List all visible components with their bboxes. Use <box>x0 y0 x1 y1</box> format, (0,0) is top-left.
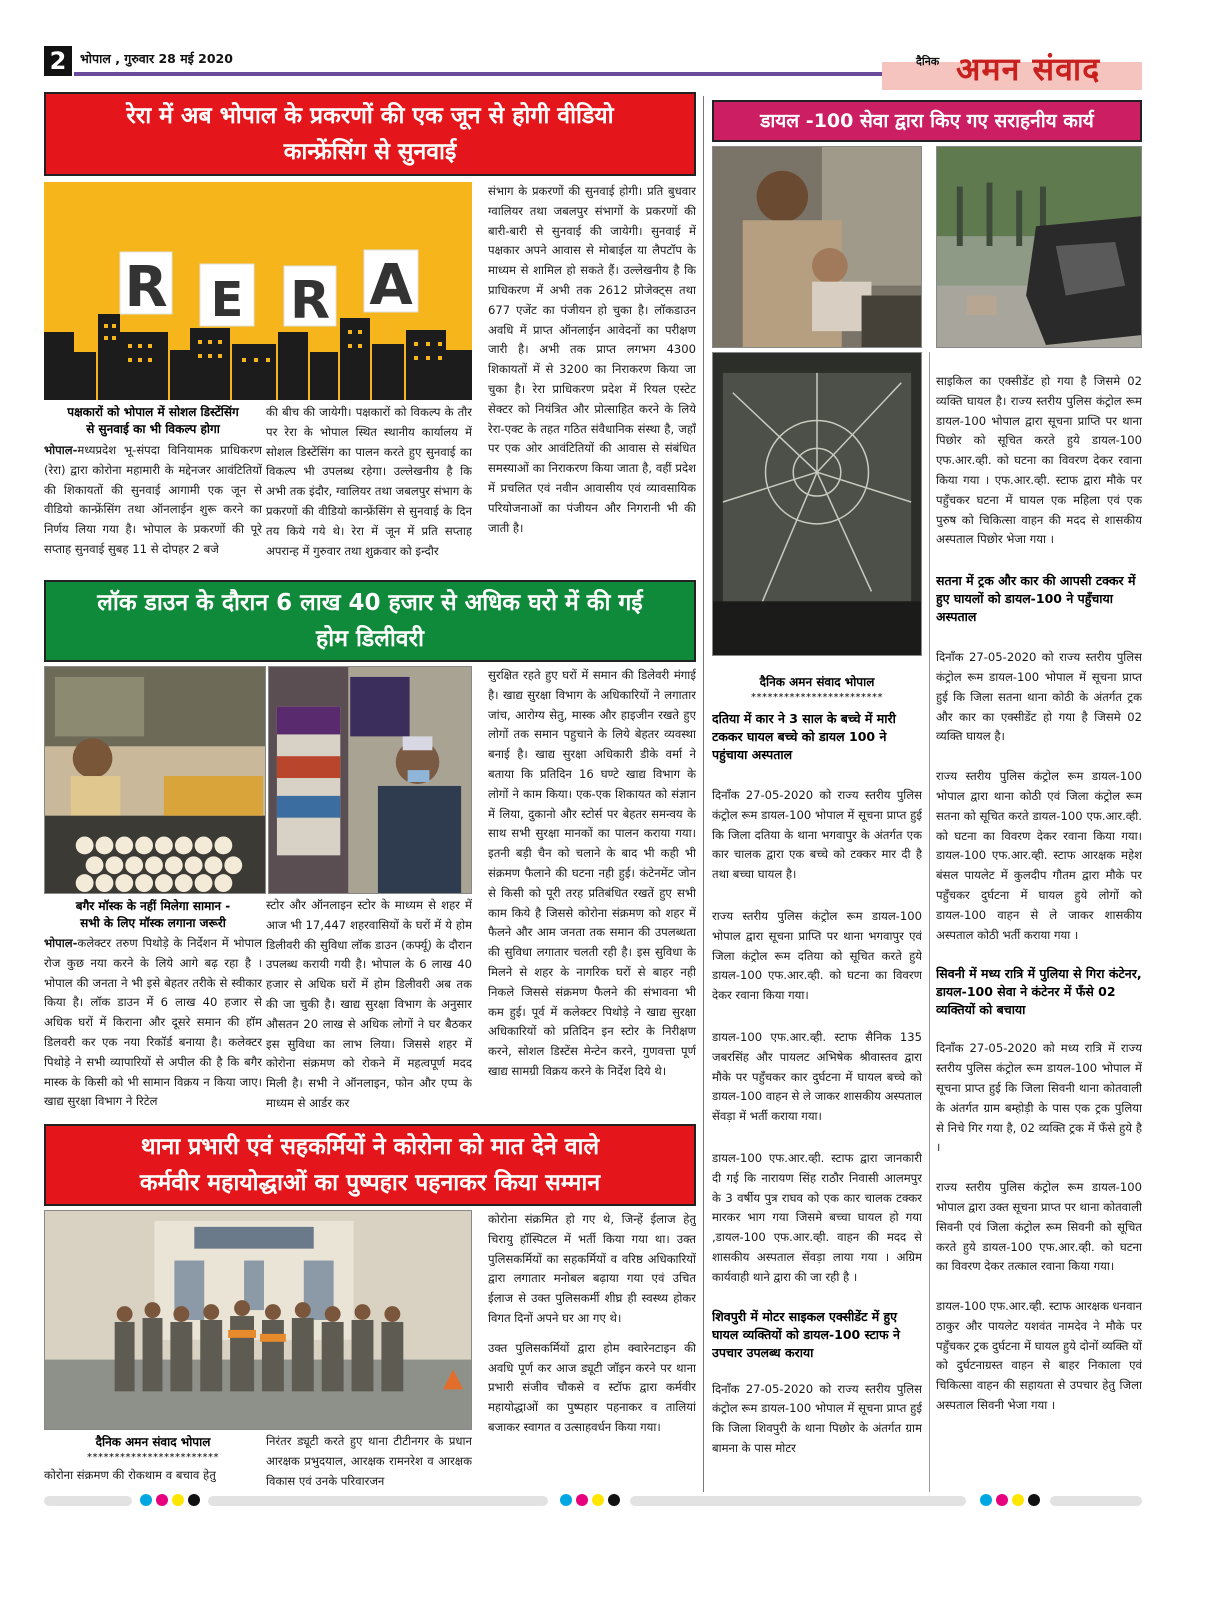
footer-bar-4 <box>1050 1496 1142 1506</box>
delivery-headline-line2: होम डिलीवरी <box>316 626 424 652</box>
seoni-p3: डायल-100 एफ.आर.व्ही. स्टाफ आरक्षक धनवान ठाकुर और पायलेट यशवंत नामदेव ने मौके पर पहुँचकर ट्रक दुर्घटना में घायल हुये दोनों व्यक्ति यों को दुर्घटनाग्रस्त वाहन से बाहर निकाला एवं चिकित्सा वाहन की सहायता से उपचार हेतु जिला अस्पताल सिवनी भेजा गया । <box>936 1299 1142 1413</box>
satna-story-title: सतना में ट्रक और कार की आपसी टक्कर में हुए घायलों को डायल-100 ने पहुँचाया अस्पताल <box>936 573 1136 625</box>
svg-text:E: E <box>210 272 244 328</box>
svg-text:R: R <box>124 255 168 320</box>
honour-col3-p1: कोरोना संक्रमित हो गए थे, जिन्हें ईलाज हेतु चिरायु हॉस्पिटल में भर्ती किया गया था। उक्त पुलिसकर्मियों का सहकर्मियों व वरिष्ठ अधिकारियों द्वारा लगातार मनोबल बढ़ाया गया एवं उचित ईलाज से उक्त पुलिसकर्मी शीघ्र ही स्वस्थ्य होकर विगत दिनों अपने घर आ गए थे। <box>488 1212 696 1325</box>
rera-col3 <box>488 182 696 574</box>
delivery-col1-text: कलेक्टर तरुण पिथोड़े के निर्देशन में भोपाल रोज कुछ नया करने के लिये आगे बढ़ रहा है । भोपाल की जनता ने भी इसे बेहतर तरीके से स्वीकार किया है। लॉक डाउन में 6 लाख 40 हजार से अधिक घरों में किराना और दूसरे समान की हॉम डिलवरी कर एक नया रिकॉर्ड बनाया है। कलेक्टर पिथोड़े ने सभी व्यापारियों से अपील की है कि बगैर मास्क के किसी को भी सामान विक्रय न किया जाए। खाद्य सुरक्षा विभाग ने रिटेल <box>44 936 262 1109</box>
delivery-headline-line1: लॉक डाउन के दौरान 6 लाख 40 हजार से अधिक घरो में की गई <box>97 590 643 616</box>
dial100-headline <box>712 100 1142 142</box>
honour-headline <box>44 1124 696 1206</box>
cmyk-dot-icon <box>980 1494 992 1506</box>
satna-story-body <box>936 648 1142 945</box>
cmyk-dot-icon <box>140 1494 152 1506</box>
rera-subhead-line1: पक्षकारों को भोपाल में सोशल डिस्टेंसिंग <box>67 405 239 419</box>
satna-p1: दिनाँक 27-05-2020 को राज्य स्तरीय पुलिस कंट्रोल रूम डायल-100 भोपाल में सूचना प्राप्त हुई कि जिला सतना थाना कोठी के अंतर्गत ट्रक और कार का एक्सीडेंट हो गया है जिसमे 02 व्यक्ति घायल है। <box>936 650 1142 744</box>
store-photo <box>268 666 472 894</box>
page-number: 2 <box>49 47 67 75</box>
delivery-col3 <box>488 666 696 1118</box>
shivpuri-story-body <box>712 1380 922 1459</box>
datia-story-body <box>712 786 922 1288</box>
rera-col2-text: की बीच की जायेगी। पक्षकारों को विकल्प के तौर पर रेरा के भोपाल स्थित स्थानीय कार्यालय में सोशल डिस्टेंसिंग का पालन करते हुए सुनवाई का विकल्प भी उपलब्ध रहेगा। उल्लेखनीय है कि अभी तक इंदौर, ग्वालियर तथा जबलपुर संभाग के प्रकरणों की वीडियो कान्फ्रेंसिंग से सुनवाई के दिन तय किये गये थे। रेरा में जून में प्रति सप्ताह अपरान्ह में गुरुवार तथा शुक्रवार को इन्दौर <box>266 405 472 558</box>
cmyk-dot-icon <box>592 1494 604 1506</box>
satna-p2: राज्य स्तरीय पुलिस कंट्रोल रूम डायल-100 भोपाल द्वारा थाना कोठी एवं जिला कंट्रोल रूम सतना को सूचित करते डायल-100 एफ.आर.व्ही. को घटना का विवरण देकर रवाना किया गया। डायल-100 एफ.आर.व्ही. स्टाफ आरक्षक महेश बंसल पायलेट में कुलदीप गौतम द्वारा मौके पर पहुँचकर दुर्घटना में घायल हुये लोगों को डायल-100 वाहन से ले जाकर शासकीय अस्पताल कोठी भर्ती कराया गया । <box>936 769 1142 942</box>
delivery-subhead <box>44 898 262 932</box>
dateline: भोपाल , गुरुवार 28 मई 2020 <box>80 51 233 66</box>
rera-headline <box>44 92 696 176</box>
honour-headline-line2: कर्मवीर महायोद्धाओं का पुष्पहार पहनाकर किया सम्मान <box>139 1170 601 1196</box>
datia-p2: राज्य स्तरीय पुलिस कंट्रोल रूम डायल-100 भोपाल द्वारा सूचना प्राप्ति पर थाना भगवापुर एवं जिला कंट्रोल रूम दतिया को सूचित करते हुये डायल-100 एफ.आर.व्ही. को घटना का विवरण देकर रवाना किया गया। <box>712 908 922 1003</box>
delivery-subhead-line1: बगैर मॉस्क के नहीं मिलेगा सामान - <box>75 899 231 913</box>
svg-text:R: R <box>289 271 331 331</box>
datia-story-title: दतिया में कार ने 3 साल के बच्चे में मारी टककर घायल बच्चे को डायल 100 ने पहुंचाया अस्पताल <box>712 711 896 762</box>
broken-windshield-photo <box>712 352 922 656</box>
dial100-mid-column <box>712 710 922 1490</box>
honour-col2-text: निरंतर ड्यूटी करते हुए थाना टीटीनगर के प्रधान आरक्षक प्रभुदयाल, आरक्षक रामनरेश व आरक्षक विकास एवं उनके परिवारजन <box>266 1434 472 1488</box>
datia-p3: डायल-100 एफ.आर.व्ही. स्टाफ सैनिक 135 जबरसिंह और पायलट अभिषेक श्रीवास्तव द्वारा मौके पर पहुँचकर कार दुर्घटना में घायल बच्चे को डायल-100 वाहन से ले जाकर शासकीय अस्पताल सेंवड़ा में भर्ती कराया गया। <box>712 1029 922 1124</box>
cmyk-dot-icon <box>172 1494 184 1506</box>
cmyk-dot-icon <box>156 1494 168 1506</box>
rera-col2 <box>266 403 472 573</box>
police-photo <box>44 1210 472 1430</box>
delivery-subhead-line2: सभी के लिए मॉस्क लगाना जरूरी <box>80 916 226 930</box>
cmyk-dot-icon <box>560 1494 572 1506</box>
honour-col1 <box>44 1466 262 1488</box>
rera-subhead-line2: से सुनवाई का भी विकल्प होगा <box>86 422 220 436</box>
footer-bar-2 <box>208 1496 548 1506</box>
delivery-dateline: भोपाल- <box>44 936 78 950</box>
shivpuri-p2: साइकिल का एक्सीडेंट हो गया है जिसमे 02 व्यक्ति घायल है। राज्य स्तरीय पुलिस कंट्रोल रूम डायल-100 भोपाल द्वारा सूचना प्राप्ति पर थाना पिछोर को सूचित करते हुये डायल-100 एफ.आर.व्ही. को घटना का विवरण देकर रवाना किया गया । एफ.आर.व्ही. स्टाफ द्वारा मौके पर पहुँचकर घटना में घायल एक महिला एवं एक पुरुष को चिकित्सा वाहन की मदद से शासकीय अस्पताल पिछोर भेजा गया । <box>936 374 1142 547</box>
cmyk-dot-icon <box>1028 1494 1040 1506</box>
seoni-p2: राज्य स्तरीय पुलिस कंट्रोल रूम डायल-100 भोपाल द्वारा उक्त सूचना प्राप्त पर थाना कोतवाली सिवनी एवं जिला कंट्रोल रूम सिवनी को सूचित करते हुये डायल-100 एफ.आर.व्ही. को घटना का विवरण देकर तत्काल रवाना किया गया। <box>936 1180 1142 1274</box>
dial100-headline-text: डायल -100 सेवा द्वारा किए गए सराहनीय कार्य <box>760 110 1094 132</box>
paper-name: अमन संवाद <box>956 50 1101 88</box>
cmyk-dot-icon <box>188 1494 200 1506</box>
masthead-rule <box>74 72 882 76</box>
rera-subhead <box>44 404 262 438</box>
seoni-p1: दिनाँक 27-05-2020 को मध्य रात्रि में राज्य स्तरीय पुलिस कंट्रोल रूम डायल-100 भोपाल में सूचना प्राप्त हुई कि जिला सिवनी थाना कोतवाली के अंतर्गत ग्राम बम्होड़ी के पास एक ट्रक पुलिया से निचे गिर गया है, 02 व्यक्ति ट्रक में फँसे हुये है । <box>936 1041 1142 1155</box>
delivery-col1 <box>44 934 262 1118</box>
cmyk-dot-icon <box>1012 1494 1024 1506</box>
rera-col1-text: मध्यप्रदेश भू-संपदा विनियामक प्राधिकरण (रेरा) द्वारा कोरोना महामारी के मद्देनजर आवंटितियों की शिकायतों की सुनवाई आगामी एक जून से वीडियो कान्फ्रेंसिंग तथा ऑनलाईन शुरू करने का निर्णय लिया गया है। भोपाल के प्रकरणों की पूरे सप्ताह सुनवाई सुबह 11 से दोपहर 2 बजे <box>44 443 262 556</box>
svg-text:A: A <box>369 253 413 318</box>
child-rescue-photo <box>712 146 922 348</box>
honour-stars: ************************ <box>87 1452 219 1463</box>
cmyk-dot-icon <box>576 1494 588 1506</box>
delivery-col2-text: स्टोर और ऑनलाइन स्टोर के माध्यम से शहर में आज भी 17,447 शहरवासियों के घरों में ये होम डिलीवरी की सुविधा लॉक डाउन (कर्फ्यू) के दौरान उपलब्ध करायी गयी है। भोपाल के 6 लाख 40 हजार से अधिक घरों में होम डिलीवरी अब तक की जा चुकी है। खाद्य सुरक्षा विभाग के अनुसार औसतन 20 लाख से अधिक लोगों ने घर बैठकर इस सुविधा का लाभ लिया। जिससे शहर में कोरोना संक्रमण को रोकने में महत्वपूर्ण मदद मिली है। सभी ने ऑनलाइन, फोन और एप्प के माध्यम से आर्डर कर <box>266 898 472 1110</box>
column-divider-right <box>929 352 930 1492</box>
grocery-photo <box>44 666 266 894</box>
delivery-headline <box>44 580 696 662</box>
column-divider-center <box>703 96 704 1492</box>
crash-photo <box>936 146 1142 348</box>
honour-headline-line1: थाना प्रभारी एवं सहकर्मियों ने कोरोना को मात देने वाले <box>140 1134 600 1160</box>
honour-col2 <box>266 1432 472 1488</box>
rera-headline-line2: कान्फ्रेंसिंग से सुनवाई <box>283 139 457 165</box>
page-number-box <box>44 46 72 76</box>
dial100-stars: ************************ <box>751 692 883 703</box>
cmyk-dot-icon <box>996 1494 1008 1506</box>
footer-strip <box>44 1494 1142 1506</box>
footer-bar-1 <box>44 1496 132 1506</box>
honour-col3-p2: उक्त पुलिसकर्मियों द्वारा होम क्वारेनटाइन की अवधि पूर्ण कर आज ड्यूटी जॉइन करने पर थाना प्रभारी संजीव चौकसे व स्टॉफ द्वारा कर्मवीर महायोद्धाओं का पुष्पहार पहनाकर व तालियां बजाकर स्वागत व उत्साहवर्धन किया गया। <box>488 1340 696 1434</box>
rera-headline-line1: रेरा में अब भोपाल के प्रकरणों की एक जून से होगी वीडियो <box>126 103 614 129</box>
delivery-col3-text: सुरक्षित रहते हुए घरों में समान की डिलेवरी मंगाई है। खाद्य सुरक्षा विभाग के अधिकारियों ने लगातार जांच, आरोग्य सेतु, मास्क और हाइजीन रखते हुए लोगों तक समान पहुचाने के लिये बेहतर व्यवस्था बनाई है। खाद्य सुरक्षा अधिकारी डीके वर्मा ने बताया कि प्रतिदिन 16 घण्टे खाद्य विभाग के लोगों ने काम किया। एक-एक शिकायत को संज्ञान में लिया, दुकानो और स्टोर्स पर बेहतर समन्वय के साथ सभी सुरक्षा मानकों का पालन कराया गया। इतनी बड़ी चैन को चलाने के बाद भी कही भी संक्रमण फैलाने की घटना नही हुई। कंटेनमेंट जोन से किसी को पूरी तरह प्रतिबंधित रखतें हुए सभी काम किये है जिससे कोरोना संक्रमण को शहर में फैलने और आम जनता तक समान की उपलब्धता की सुविधा लगातार चलती रही है। इस सुविधा के मिलने से शहर के नागरिक घरों से बाहर नही निकले जिससे संक्रमण फैलने की संभावना भी कम हुई। पूर्व में कलेक्टर पिथोड़े ने खाद्य सुरक्षा अधिकारियों को प्रतिदिन इन स्टोर के निरीक्षण करने, सोशल डिस्टेंस मेन्टेन करने, गुणवत्ता पूर्ण खाद्य सामग्री विक्रय करने के निर्देश दिये थे। <box>488 668 696 1078</box>
footer-bar-3 <box>630 1496 966 1506</box>
seoni-story-body <box>936 1039 1142 1416</box>
seoni-story-title: सिवनी में मध्य रात्रि में पुलिया से गिरा कंटेनर, डायल-100 सेवा ने कंटेनर में फँसे 02 व्यक्तियों को बचाया <box>936 966 1142 1018</box>
rera-col3-text: संभाग के प्रकरणों की सुनवाई होगी। प्रति बुधवार ग्वालियर तथा जबलपुर संभागों के प्रकरणों की बारी-बारी से सुनवाई की जायेगी। सुनवाई में पक्षकार अपने आवास से मोबाईल या लैपटॉप के माध्यम से शामिल हो सकते हैं। उल्लेखनीय है कि प्राधिकरण में अभी तक 2612 प्रोजेक्ट्स तथा 677 एजेंट का पंजीयन हो चुका है। लॉकडाउन अवधि में प्राप्त ऑनलाईन आवेदनों का परीक्षण जारी है। अभी तक प्राप्त लगभग 4300 शिकायतों में से 3200 का निराकरण किया जा चुका है। रेरा प्राधिकरण प्रदेश में रियल एस्टेट सेक्टर को नियंत्रित और प्रोत्साहित करने के लिये रेरा-एक्ट के तहत गठित संवैधानिक संस्था है, जहाँ पर एक ओर आवंटितियों की आवास से संबंधित समस्याओं का निराकरण किया जाता है, वहीं प्रदेश में प्रचलित एवं नवीन आवासीय एवं व्यावसायिक परियोजनाओं का पंजीयन और निगरानी भी की जाती है। <box>488 184 696 535</box>
dial100-right-column <box>936 372 1142 1490</box>
rera-image <box>44 182 472 400</box>
datia-p4: डायल-100 एफ.आर.व्ही. स्टाफ द्वारा जानकारी दी गई कि नारायण सिंह राठौर निवासी आलमपुर के 3 वर्षीय पुत्र राघव को एक कार चालक टक्कर मारकर भाग गया जिसमे बच्चा घायल हो गया ,डायल-100 एफ.आर.व्ही. वाहन की मदद से शासकीय अस्पताल सेंवड़ा लाया गया । अग्रिम कार्यवाही थाने द्वारा की जा रही है । <box>712 1150 922 1284</box>
datia-p1: दिनाँक 27-05-2020 को राज्य स्तरीय पुलिस कंट्रोल रूम डायल-100 भोपाल में सूचना प्राप्त हुई कि जिला दतिया के थाना भगवापुर के अंतर्गत एक कार चालक द्वारा एक बच्चे को टक्कर मार दी है तथा बच्चा घायल है। <box>712 788 922 882</box>
honour-col3 <box>488 1210 696 1488</box>
shivpuri-p1: दिनाँक 27-05-2020 को राज्य स्तरीय पुलिस कंट्रोल रूम डायल-100 भोपाल में सूचना प्राप्त हुई कि जिला शिवपुरी के थाना पिछोर के अंतर्गत ग्राम बामना के पास मोटर <box>712 1381 922 1455</box>
honour-byline: दैनिक अमन संवाद भोपाल <box>95 1435 211 1449</box>
rera-col1 <box>44 441 262 573</box>
honour-col1-text: कोरोना संक्रमण की रोकथाम व बचाव हेतु <box>44 1468 216 1482</box>
delivery-col2 <box>266 896 472 1118</box>
paper-prefix: दैनिक <box>916 55 940 68</box>
cmyk-dot-icon <box>608 1494 620 1506</box>
dial100-byline: दैनिक अमन संवाद भोपाल <box>759 675 875 689</box>
shivpuri-story-title: शिवपुरी में मोटर साइकल एक्सीडेंट में हुए घायल व्यक्तियों को डायल-100 स्टाफ ने उपचार उपलब्ध कराया <box>712 1308 900 1360</box>
shivpuri-story-cont <box>936 372 1142 550</box>
rera-dateline: भोपाल- <box>44 443 78 457</box>
